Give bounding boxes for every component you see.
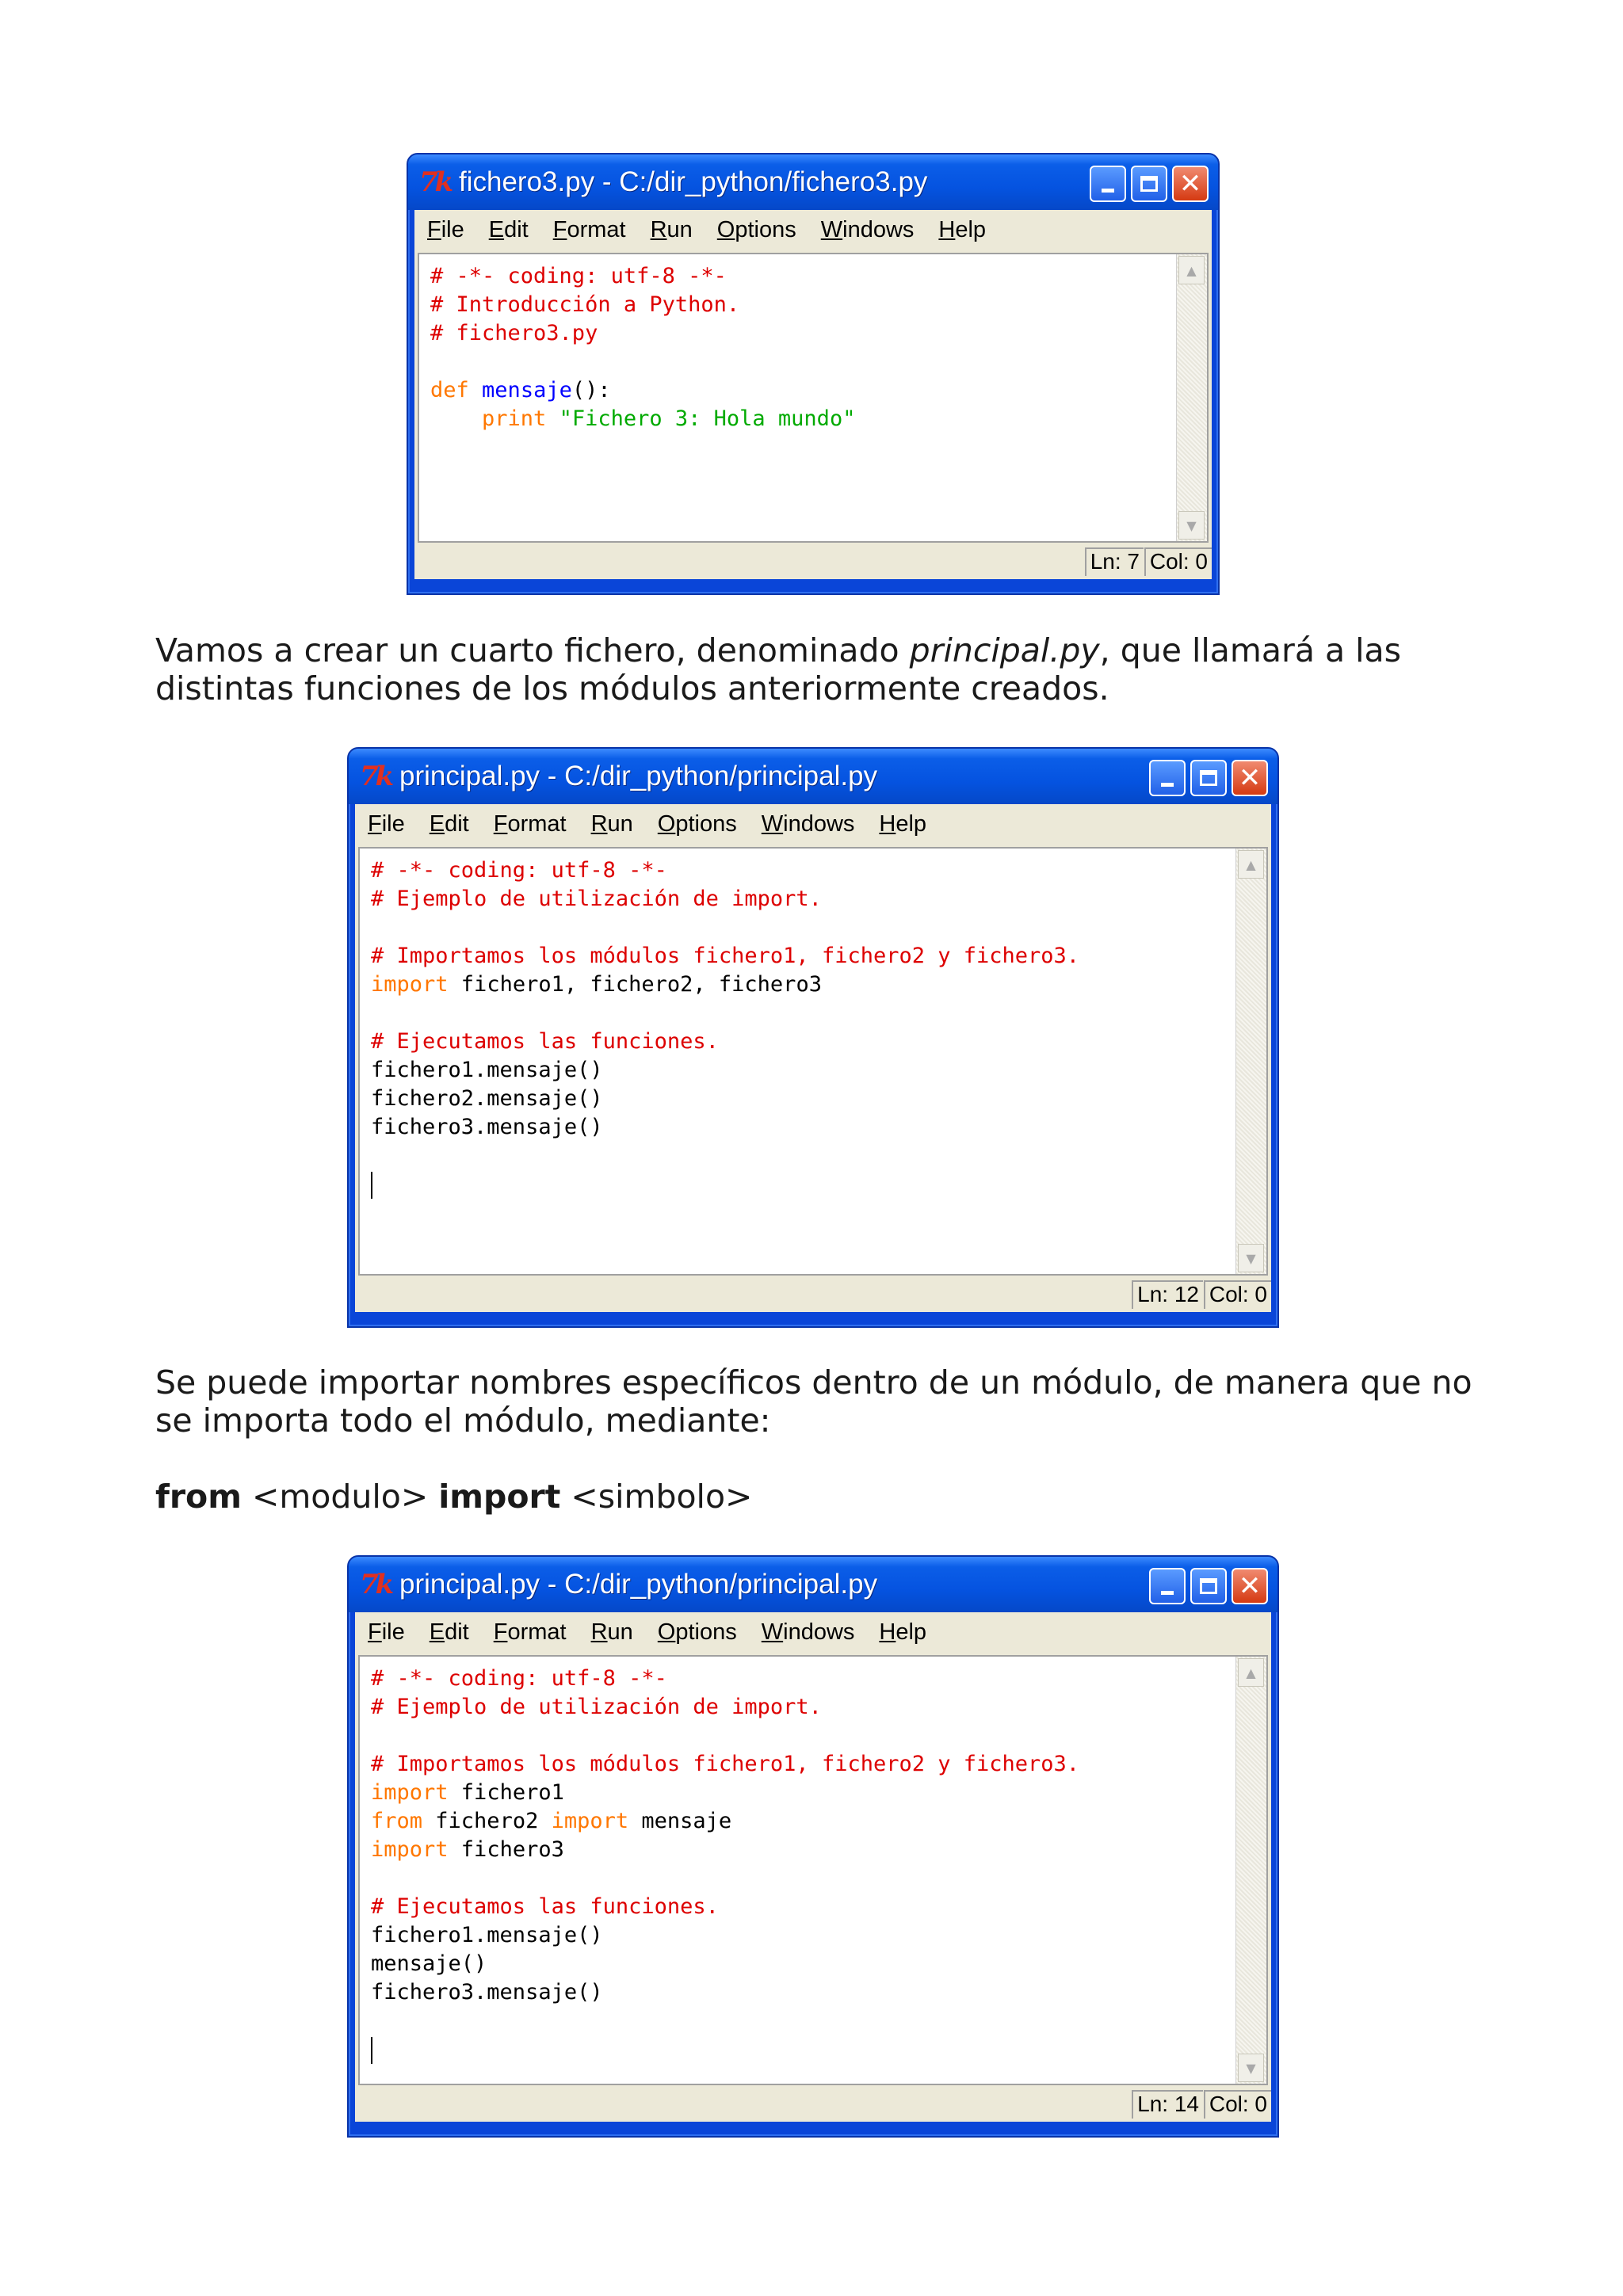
close-icon: ✕ <box>1178 168 1202 200</box>
code-listing <box>430 262 855 433</box>
code-token-def: mensaje <box>482 378 572 402</box>
menu-file[interactable]: File <box>368 810 405 837</box>
window-title: fichero3.py - C:/dir_python/fichero3.py <box>459 166 928 197</box>
code-token-plain: mensaje <box>628 1809 732 1833</box>
close-button[interactable] <box>1172 166 1209 202</box>
menu-run[interactable]: Run <box>650 216 693 242</box>
code-token-plain <box>469 378 482 402</box>
menubar <box>355 804 1271 844</box>
maximize-icon <box>1200 1578 1217 1594</box>
code-token-keyword: import <box>371 1837 449 1862</box>
filename-emphasis: principal.py <box>909 631 1100 669</box>
status-bar <box>414 543 1212 579</box>
maximize-button[interactable] <box>1131 166 1167 202</box>
paragraph-text: Vamos a crear un cuarto fichero, denominado <box>155 631 910 669</box>
menubar <box>414 210 1212 250</box>
menu-edit[interactable]: Edit <box>488 216 529 242</box>
code-text-area[interactable] <box>358 847 1268 1276</box>
paragraph-from-import: Se puede importar nombres específicos dentro de un módulo, de manera que no se importa todo el módulo, mediante: <box>155 1363 1472 1440</box>
status-bar <box>355 2085 1271 2122</box>
menu-file[interactable]: File <box>368 1619 405 1645</box>
menu-help[interactable]: Help <box>879 1619 927 1645</box>
vertical-scrollbar[interactable] <box>1235 1657 1266 2084</box>
code-listing <box>371 856 1079 1199</box>
code-token-keyword: import <box>371 972 449 997</box>
syntax-module: <modulo> <box>241 1478 439 1516</box>
scroll-up-icon[interactable]: ▲ <box>1238 1658 1264 1687</box>
menu-run[interactable]: Run <box>590 1619 633 1645</box>
close-button[interactable] <box>1232 760 1268 796</box>
code-token-plain: fichero1.mensaje() <box>371 1923 603 1947</box>
code-text-area[interactable] <box>418 253 1209 543</box>
menu-format[interactable]: Format <box>552 216 626 242</box>
code-token-plain <box>546 406 559 431</box>
editor-area <box>355 1652 1271 2085</box>
menu-edit[interactable]: Edit <box>429 1619 469 1645</box>
code-token-plain: fichero1.mensaje() <box>371 1058 603 1082</box>
menu-options[interactable]: Options <box>657 1619 737 1645</box>
status-bar <box>355 1276 1271 1312</box>
scroll-down-icon[interactable]: ▼ <box>1238 2054 1264 2082</box>
scroll-down-icon[interactable]: ▼ <box>1238 1244 1264 1272</box>
code-token-comment: # Ejecutamos las funciones. <box>371 1029 719 1054</box>
window-titlebar[interactable] <box>349 1557 1277 1612</box>
status-line: Ln: 7 <box>1085 547 1144 576</box>
syntax-symbol: <simbolo> <box>560 1478 753 1516</box>
menu-format[interactable]: Format <box>493 810 567 837</box>
vertical-scrollbar[interactable] <box>1235 849 1266 1274</box>
code-token-comment: # Ejecutamos las funciones. <box>371 1894 719 1919</box>
menu-run[interactable]: Run <box>590 810 633 837</box>
menu-options[interactable]: Options <box>657 810 737 837</box>
status-line: Ln: 14 <box>1132 2090 1203 2119</box>
menu-format[interactable]: Format <box>493 1619 567 1645</box>
menu-file[interactable]: File <box>427 216 464 242</box>
menu-help[interactable]: Help <box>879 810 927 837</box>
paragraph-intro-principal <box>155 631 1487 707</box>
text-cursor <box>371 1172 372 1199</box>
menu-windows[interactable]: Windows <box>761 810 855 837</box>
scroll-up-icon[interactable]: ▲ <box>1238 850 1264 879</box>
vertical-scrollbar[interactable] <box>1176 254 1207 541</box>
code-token-plain: fichero1 <box>448 1780 564 1805</box>
minimize-icon <box>1161 1591 1174 1595</box>
code-token-comment: # Importamos los módulos fichero1, fichero2 y fichero3. <box>371 1752 1080 1776</box>
editor-area <box>414 250 1212 543</box>
scroll-down-icon[interactable]: ▼ <box>1178 511 1205 540</box>
code-text-area[interactable] <box>358 1655 1268 2085</box>
keyword-import: import <box>438 1478 561 1516</box>
code-token-plain: fichero3.mensaje() <box>371 1115 603 1139</box>
maximize-button[interactable] <box>1190 760 1227 796</box>
code-token-keyword: print <box>482 406 547 431</box>
window-title: principal.py - C:/dir_python/principal.py <box>399 761 878 791</box>
window-titlebar[interactable] <box>349 749 1277 804</box>
code-token-comment: # -*- coding: utf-8 -*- <box>430 264 727 288</box>
editor-window-fichero3[interactable] <box>407 153 1220 595</box>
code-token-comment: # fichero3.py <box>430 321 598 345</box>
minimize-icon <box>1161 783 1174 787</box>
window-title: principal.py - C:/dir_python/principal.py <box>399 1569 878 1600</box>
window-titlebar[interactable] <box>408 154 1218 210</box>
maximize-icon <box>1200 770 1217 786</box>
code-token-plain: fichero2.mensaje() <box>371 1086 603 1111</box>
status-line: Ln: 12 <box>1132 1280 1203 1309</box>
status-column: Col: 0 <box>1144 547 1212 576</box>
code-token-plain: fichero3.mensaje() <box>371 1980 603 2004</box>
keyword-from: from <box>155 1478 242 1516</box>
code-token-string: "Fichero 3: Hola mundo" <box>559 406 856 431</box>
close-button[interactable] <box>1232 1568 1268 1604</box>
code-token-plain: fichero1, fichero2, fichero3 <box>448 972 822 997</box>
minimize-button[interactable] <box>1149 760 1186 796</box>
code-token-keyword: def <box>430 378 469 402</box>
code-token-comment: # -*- coding: utf-8 -*- <box>371 858 667 883</box>
close-icon: ✕ <box>1238 1570 1262 1602</box>
editor-area <box>355 844 1271 1276</box>
code-token-keyword: import <box>371 1780 449 1805</box>
code-token-plain: (): <box>571 378 611 402</box>
minimize-button[interactable] <box>1149 1568 1186 1604</box>
code-token-plain: mensaje() <box>371 1951 487 1976</box>
code-token-keyword: from <box>371 1809 423 1833</box>
code-token-comment: # -*- coding: utf-8 -*- <box>371 1666 667 1691</box>
menu-windows[interactable]: Windows <box>761 1619 855 1645</box>
menu-help[interactable]: Help <box>938 216 987 242</box>
menubar <box>355 1612 1271 1652</box>
maximize-icon <box>1140 176 1158 192</box>
scroll-up-icon[interactable]: ▲ <box>1178 256 1205 284</box>
text-cursor <box>371 2037 372 2064</box>
editor-window-principal-from-import[interactable] <box>347 1555 1279 2138</box>
code-token-keyword: import <box>551 1809 629 1833</box>
idle-app-icon: 7k <box>360 761 391 792</box>
maximize-button[interactable] <box>1190 1568 1227 1604</box>
code-token-comment: # Ejemplo de utilización de import. <box>371 1695 822 1719</box>
menu-edit[interactable]: Edit <box>429 810 469 837</box>
menu-windows[interactable]: Windows <box>820 216 915 242</box>
minimize-icon <box>1102 189 1114 193</box>
code-token-comment: # Introducción a Python. <box>430 292 740 317</box>
idle-app-icon: 7k <box>360 1569 391 1600</box>
idle-app-icon: 7k <box>419 166 451 198</box>
code-listing <box>371 1665 1079 2064</box>
code-token-plain: fichero2 <box>422 1809 552 1833</box>
minimize-button[interactable] <box>1090 166 1126 202</box>
code-token-plain: fichero3 <box>448 1837 564 1862</box>
editor-window-principal[interactable] <box>347 747 1279 1328</box>
code-token-comment: # Importamos los módulos fichero1, fichero2 y fichero3. <box>371 944 1080 968</box>
syntax-line <box>155 1478 1487 1516</box>
close-icon: ✕ <box>1238 762 1262 794</box>
code-token-plain <box>430 406 482 431</box>
status-column: Col: 0 <box>1204 2090 1271 2119</box>
code-token-comment: # Ejemplo de utilización de import. <box>371 887 822 911</box>
paragraph-text: , que llamará a las distintas funciones de los módulos anteriormente creados. <box>155 631 1402 707</box>
status-column: Col: 0 <box>1204 1280 1271 1309</box>
menu-options[interactable]: Options <box>716 216 796 242</box>
